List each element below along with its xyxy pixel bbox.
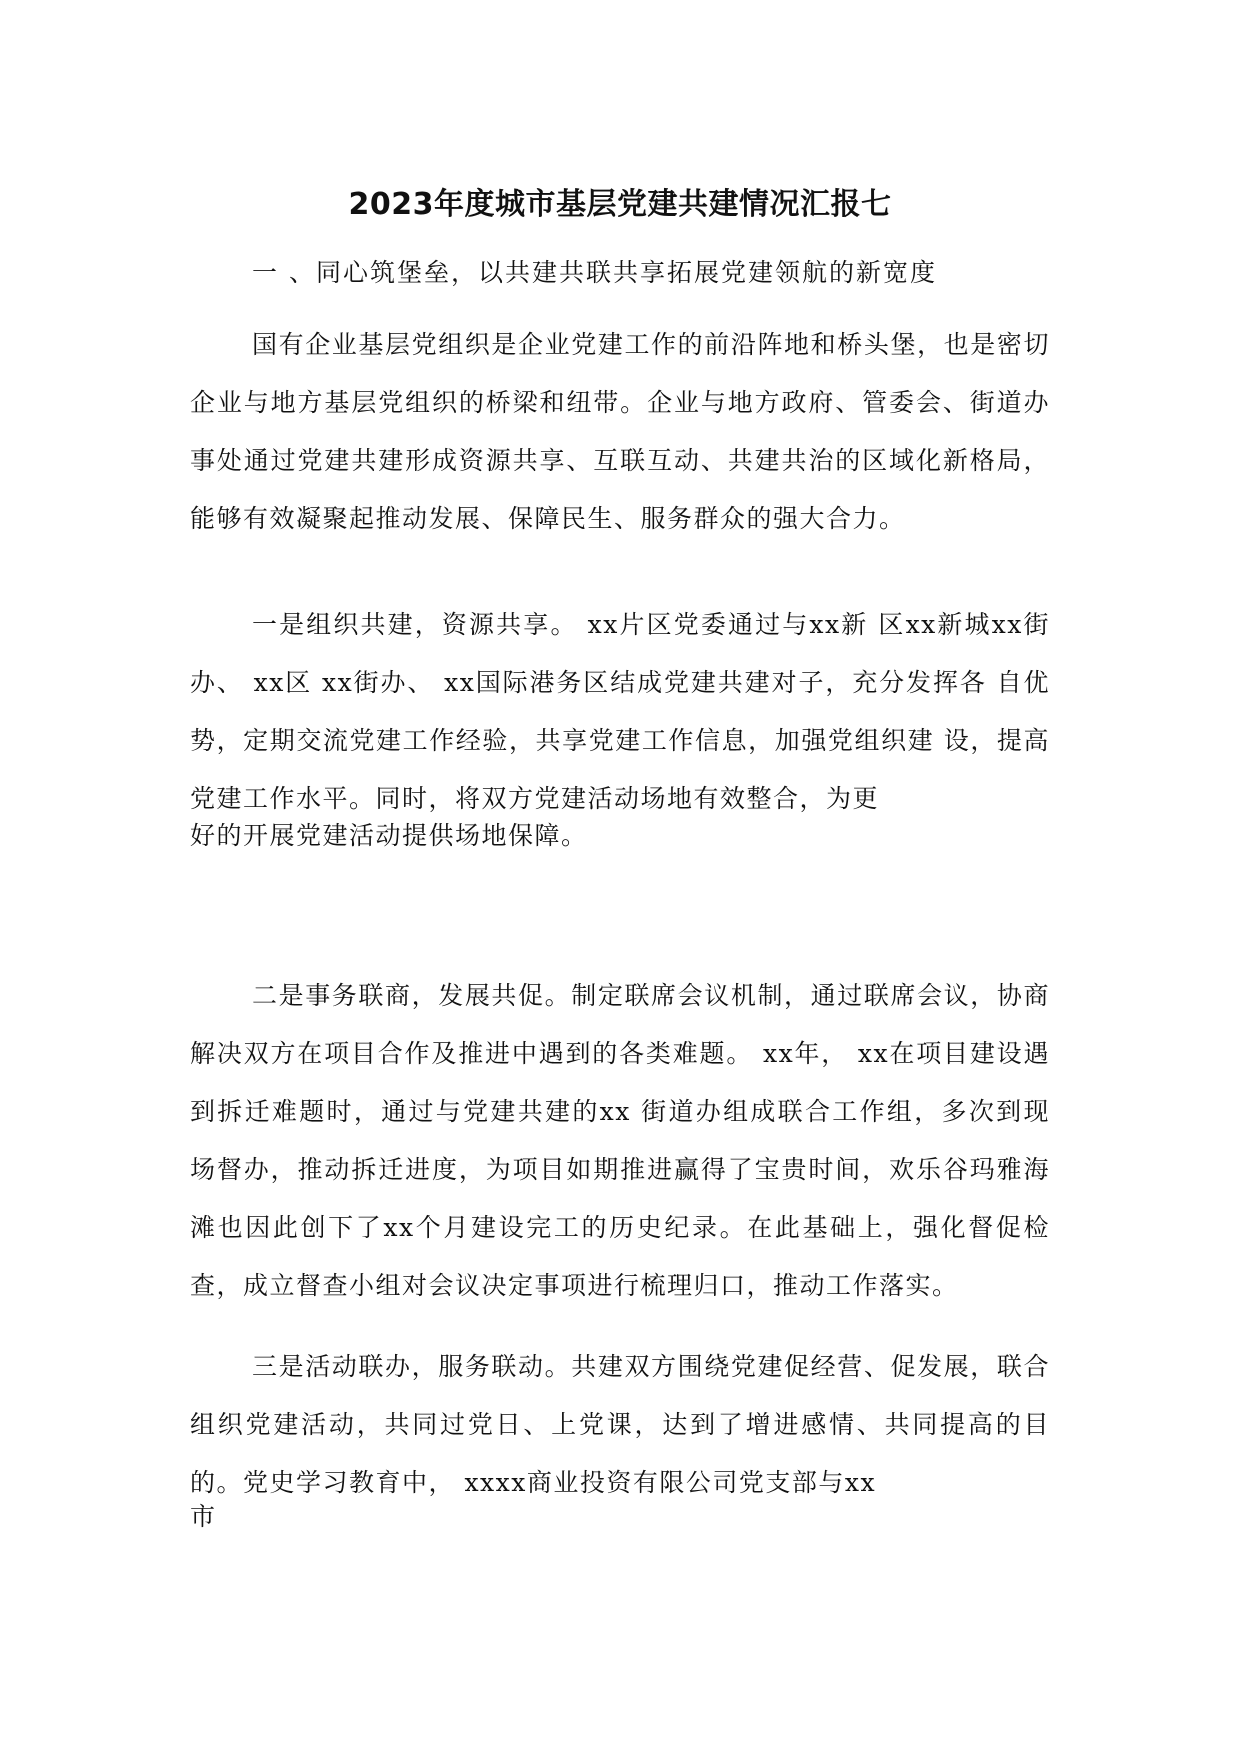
paragraph-1: 国有企业基层党组织是企业党建工作的前沿阵地和桥头堡，也是密切企业与地方基层党组织的桥梁和纽带。企业与地方政府、管委会、街道办事处通过党建共建形成资源共享、互联互动、共建共治的区域化新格局，能够有效凝聚起推动发展、保障民生、服务群众的强大合力。 [190, 330, 1050, 533]
paragraph-4-tail: 市 [190, 1502, 217, 1531]
section-heading: 一 、同心筑堡垒，以共建共联共享拓展党建领航的新宽度 [252, 258, 937, 287]
document-title: 2023年度城市基层党建共建情况汇报七 [348, 187, 892, 222]
paragraph-3: 二是事务联商，发展共促。制定联席会议机制，通过联席会议，协商解决双方在项目合作及推进中遇到的各类难题。 xx年， xx在项目建设遇到拆迁难题时，通过与党建共建的xx 街道办组成联合工作组，多次到现场督办，推动拆迁进度，为项目如期推进赢得了宝贵时间，欢乐谷玛雅海滩也因此创下了xx个月建设完工的历史纪录。在此基础上，强化督促检查，成立督查小组对会议决定事项进行梳理归口，推动工作落实。 [190, 981, 1050, 1300]
paragraph-2-tail: 好的开展党建活动提供场地保障。 [190, 821, 588, 850]
paragraph-4: 三是活动联办，服务联动。共建双方围绕党建促经营、促发展，联合组织党建活动，共同过党日、上党课，达到了增进感情、共同提高的目的。党史学习教育中， xxxx商业投资有限公司党支部与xx [190, 1352, 1050, 1497]
paragraph-2: 一是组织共建，资源共享。 xx片区党委通过与xx新 区xx新城xx街办、 xx区 xx街办、 xx国际港务区结成党建共建对子，充分发挥各 自优势，定期交流党建工作经验，共享党建工作信息，加强党组织建 设，提高党建工作水平。同时，将双方党建活动场地有效整合，为更 [190, 610, 1050, 813]
